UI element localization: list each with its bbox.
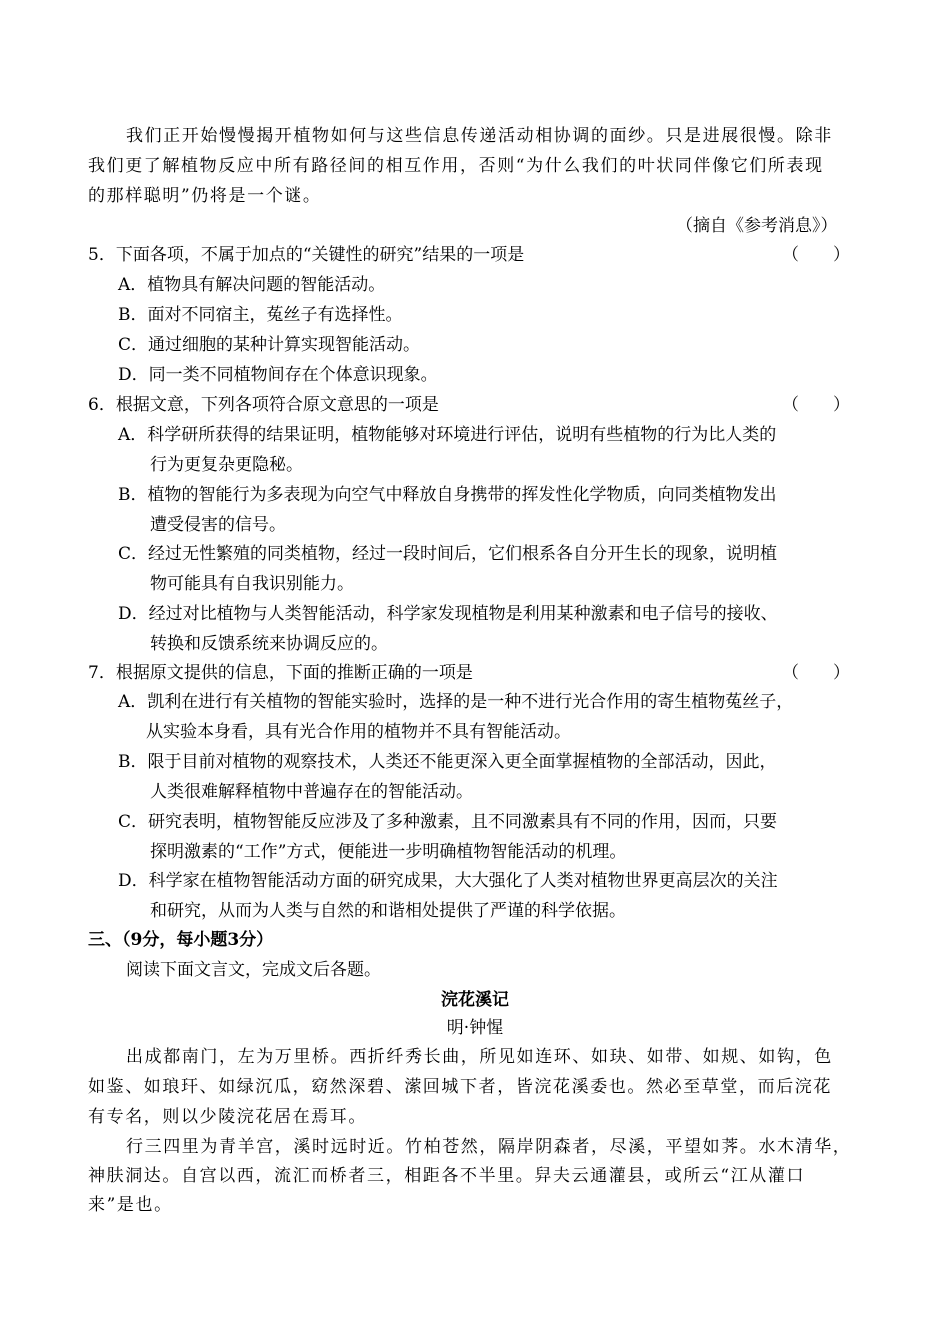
option-continuation: 和研究，从而为人类与自然的和谐相处提供了严谨的科学依据。 <box>150 901 626 921</box>
question-stem: 7．根据原文提供的信息，下面的推断正确的一项是 <box>88 663 473 683</box>
option: D．同一类不同植物间存在个体意识现象。 <box>118 365 438 385</box>
passage-line: 我们正开始慢慢揭开植物如何与这些信息传递活动相协调的面纱。只是进展很慢。除非 <box>126 126 833 146</box>
option-continuation: 从实验本身看，具有光合作用的植物并不具有智能活动。 <box>146 722 571 742</box>
answer-blank[interactable]: （ ） <box>782 663 850 683</box>
option: A．科学研所获得的结果证明，植物能够对环境进行评估，说明有些植物的行为比人类的 <box>118 425 777 445</box>
option: A．凯利在进行有关植物的智能实验时，选择的是一种不进行光合作用的寄生植物菟丝子， <box>118 692 794 712</box>
answer-blank[interactable]: （ ） <box>782 395 850 415</box>
option: D．经过对比植物与人类智能活动，科学家发现植物是利用某种激素和电子信号的接收、 <box>118 604 778 624</box>
classical-text-line: 行三四里为青羊宫，溪时远时近。竹柏苍然，隔岸阴森者，尽溪，平望如荠。水木清华， <box>126 1137 852 1157</box>
answer-blank[interactable]: （ ） <box>782 245 850 265</box>
classical-text-line: 如鉴、如琅玕、如绿沉瓜，窈然深碧、潆回城下者，皆浣花溪委也。然必至草堂，而后浣花 <box>88 1077 832 1097</box>
author: 明·钟惺 <box>446 1018 504 1038</box>
option: B．植物的智能行为多表现为向空气中释放自身携带的挥发性化学物质，向同类植物发出 <box>118 485 777 505</box>
question-stem: 6．根据文意，下列各项符合原文意思的一项是 <box>88 395 439 415</box>
source-citation: （摘自《参考消息》） <box>676 216 838 236</box>
option-continuation: 探明激素的“工作”方式，便能进一步明确植物智能活动的机理。 <box>150 842 627 862</box>
option: C．研究表明，植物智能反应涉及了多种激素，且不同激素具有不同的作用，因而，只要 <box>118 812 778 832</box>
option-continuation: 转换和反馈系统来协调反应的。 <box>150 634 388 654</box>
classical-text-line: 有专名，则以少陵浣花居在焉耳。 <box>88 1107 367 1127</box>
question-stem: 5．下面各项，不属于加点的“关键性的研究”结果的一项是 <box>88 245 525 265</box>
poem-title: 浣花溪记 <box>441 990 509 1010</box>
option-continuation: 行为更复杂更隐秘。 <box>150 455 303 475</box>
option-continuation: 物可能具有自我识别能力。 <box>150 574 354 594</box>
section-heading: 三、（9分，每小题3分） <box>88 930 274 950</box>
classical-text-line: 神肤洞达。自宫以西，流汇而桥者三，相距各不半里。舁夫云通灌县，或所云“江从灌口 <box>88 1166 806 1186</box>
option-continuation: 人类很难解释植物中普遍存在的智能活动。 <box>150 782 473 802</box>
option: C．经过无性繁殖的同类植物，经过一段时间后，它们根系各自分开生长的现象，说明植 <box>118 544 778 564</box>
option: B．限于目前对植物的观察技术，人类还不能更深入更全面掌握植物的全部活动，因此， <box>118 752 777 772</box>
instruction: 阅读下面文言文，完成文后各题。 <box>126 960 381 980</box>
option: C．通过细胞的某种计算实现智能活动。 <box>118 335 421 355</box>
classical-text-line: 来”是也。 <box>88 1195 173 1215</box>
option: B．面对不同宿主，菟丝子有选择性。 <box>118 305 403 325</box>
option: D．科学家在植物智能活动方面的研究成果，大大强化了人类对植物世界更高层次的关注 <box>118 871 778 891</box>
option-continuation: 遭受侵害的信号。 <box>150 515 286 535</box>
classical-text-line: 出成都南门，左为万里桥。西折纤秀长曲，所见如连环、如玦、如带、如规、如钩，色 <box>126 1047 833 1067</box>
passage-line: 我们更了解植物反应中所有路径间的相互作用，否则“为什么我们的叶状同伴像它们所表现 <box>88 156 824 176</box>
passage-line: 的那样聪明”仍将是一个谜。 <box>88 186 322 206</box>
option: A．植物具有解决问题的智能活动。 <box>118 275 386 295</box>
